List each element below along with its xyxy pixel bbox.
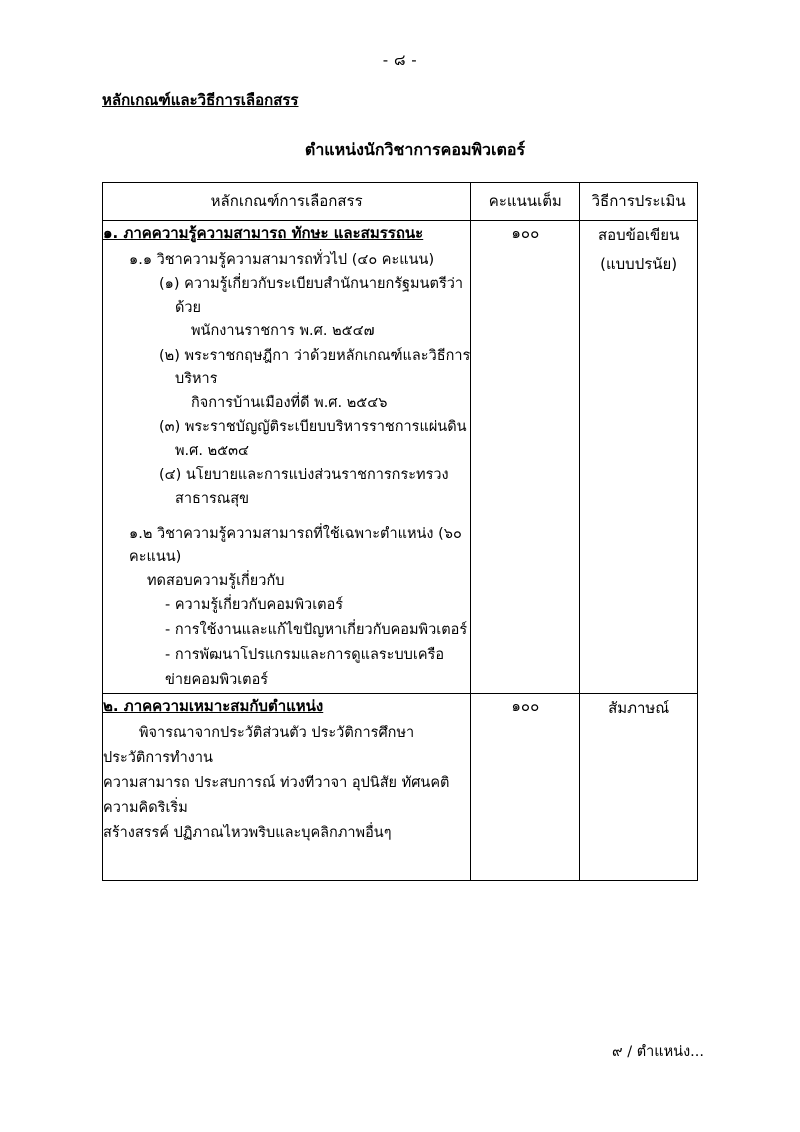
section-title-1: ๑. ภาคความรู้ความสามารถ ทักษะ และสมรรถนะ [103, 224, 424, 242]
score-cell-2: ๑๐๐ [471, 694, 580, 881]
criteria-table [102, 182, 698, 881]
section-title-2: ๒. ภาคความเหมาะสมกับตำแหน่ง [103, 697, 324, 716]
item-line-1: (๒) พระราชกฤษฎีกา ว่าด้วยหลักเกณฑ์และวิธีการบริหาร [159, 347, 471, 388]
method-cell-1 [580, 221, 698, 694]
page-number: - ๘ - [382, 51, 418, 69]
method-line-1: สอบข้อเขียน [597, 226, 680, 244]
paragraph-line-1: พิจารณาจากประวัติส่วนตัว ประวัติการศึกษา ประวัติการทำงาน [103, 725, 415, 767]
bullet-2: - การใช้งานและแก้ไขปัญหาเกี่ยวกับคอมพิวเตอร์ [165, 622, 468, 639]
header-method: วิธีการประเมิน [580, 183, 698, 221]
item-line-1: (๓) พระราชบัญญัติระเบียบบริหารราชการแผ่นดิน พ.ศ. ๒๕๓๔ [159, 419, 467, 459]
table-header-row [103, 183, 698, 221]
method-line-1: สัมภาษณ์ [608, 699, 670, 718]
bullet-1: - ความรู้เกี่ยวกับคอมพิวเตอร์ [165, 597, 344, 614]
item-1-1-2 [159, 345, 470, 415]
table-row [103, 694, 698, 881]
item-1-1-1 [159, 273, 470, 343]
score-cell-1: ๑๐๐ [471, 221, 580, 694]
footer-note: ๙ / ตำแหน่ง... [611, 1044, 704, 1060]
paragraph-line-3: สร้างสรรค์ ปฏิภาณไหวพริบและบุคลิกภาพอื่นๆ [103, 824, 392, 841]
criteria-cell-1 [103, 221, 471, 694]
item-1-1-3 [159, 416, 470, 463]
subsection-1-2-note: ทดสอบความรู้เกี่ยวกับ [147, 573, 285, 590]
item-line-2: พนักงานราชการ พ.ศ. ๒๕๔๗ [191, 323, 375, 340]
header-score: คะแนนเต็ม [471, 183, 580, 221]
subsection-1-2: ๑.๒ วิชาความรู้ความสามารถที่ใช้เฉพาะตำแหน่ง (๖๐ คะแนน) [129, 526, 462, 565]
bullet-3: - การพัฒนาโปรแกรมและการดูแลระบบเครือข่ายคอมพิวเตอร์ [165, 647, 445, 689]
paragraph-line-2: ความสามารถ ประสบการณ์ ท่วงทีวาจา อุปนิสัย ทัศนคติ ความคิดริเริ่ม [103, 775, 450, 816]
item-line-1: (๑) ความรู้เกี่ยวกับระเบียบสำนักนายกรัฐมนตรีว่าด้วย [159, 276, 464, 316]
position-title: ตำแหน่งนักวิชาการคอมพิวเตอร์ [304, 140, 526, 159]
table-row [103, 221, 698, 694]
document-heading: หลักเกณฑ์และวิธีการเลือกสรร [102, 91, 299, 109]
subsection-1-1: ๑.๑ วิชาความรู้ความสามารถทั่วไป (๔๐ คะแนน) [129, 252, 435, 268]
method-line-2: (แบบปรนัย) [600, 254, 678, 273]
item-line-2: กิจการบ้านเมืองที่ดี พ.ศ. ๒๕๔๖ [191, 394, 388, 411]
item-line-1: (๔) นโยบายและการแบ่งส่วนราชการกระทรวงสาธารณสุข [159, 467, 449, 507]
item-1-1-4 [159, 464, 470, 511]
header-criteria: หลักเกณฑ์การเลือกสรร [103, 183, 471, 221]
method-cell-2 [580, 694, 698, 881]
criteria-cell-2 [103, 694, 471, 881]
